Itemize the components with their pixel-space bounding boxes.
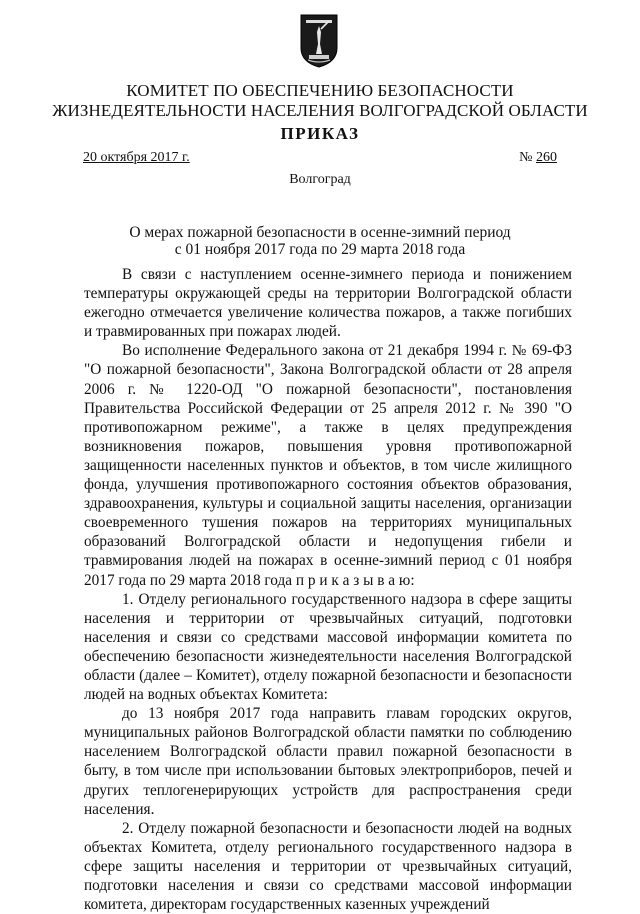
organization-line-2: ЖИЗНЕДЕЯТЕЛЬНОСТИ НАСЕЛЕНИЯ ВОЛГОГРАДСКОЙ ОБЛАСТИ: [52, 101, 588, 120]
paragraph-item-1-deadline: до 13 ноября 2017 года направить главам городских округов, муниципальных районов Волгоградской области памятки по соблюдению населением Волгоградской области правил пожарной безопасности в быту, в том числе при использовании бытовых электроприборов, печей и других теплогенерирующих устройств для распространения среди населения.: [84, 705, 572, 818]
organization-line-1: КОМИТЕТ ПО ОБЕСПЕЧЕНИЮ БЕЗОПАСНОСТИ: [126, 81, 514, 100]
subject-line-2: с 01 ноября 2017 года по 29 марта 2018 года: [174, 241, 466, 258]
volgograd-coat-of-arms-icon: [300, 14, 338, 68]
paragraph-item-1: 1. Отделу регионального государственного надзора в сфере защиты населения и территории от чрезвычайных ситуаций, подготовки населения и связи со средствами массовой информации комитета по обеспечению безопасности жизнедеятельности населения Волгоградской области (далее – Комитет), отделу пожарной безопасности и безопасности людей на водных объектах Комитета:: [84, 590, 572, 704]
document-body: [84, 265, 572, 914]
document-city: Волгоград: [289, 172, 351, 187]
document-subject: [0, 224, 640, 258]
paragraph-item-2: 2. Отделу пожарной безопасности и безопасности людей на водных объектах Комитета, отделу регионального государственного надзора в сфере защиты населения и территории от чрезвычайных ситуаций, подготовки населения и связи со средствами массовой информации комитета, директорам государственных казенных учреждений: [84, 819, 572, 914]
document-type: ПРИКАЗ: [280, 124, 360, 143]
document-number: [519, 150, 557, 166]
paragraph-legal-basis: Во исполнение Федерального закона от 21 декабря 1994 г. № 69-ФЗ "О пожарной безопасности", Закона Волгоградской области от 28 апреля 2006 г. № 1220-ОД "О пожарной безопасности", постановления Правительства Российской Федерации от 25 апреля 2012 г. № 390 "О противопожарном режиме", а также в целях предупреждения возникновения пожаров, повышения уровня противопожарной защищенности населенных пунктов и объектов, в том числе жилищного фонда, улучшения противопожарного состояния объектов образования, здравоохранения, культуры и социальной защиты населения, организации своевременного тушения пожаров на территориях муниципальных образований Волгоградской области и недопущения гибели и травмирования людей на пожарах в осенне-зимний период с 01 ноября 2017 года по 29 марта 2018 года п р и к а з ы в а ю:: [84, 342, 572, 589]
subject-line-1: О мерах пожарной безопасности в осенне-зимний период: [129, 224, 511, 241]
number-value: 260: [536, 150, 557, 165]
number-prefix: №: [519, 150, 533, 165]
paragraph-preamble: В связи с наступлением осенне-зимнего периода и понижением температуры окружающей среды на территории Волгоградской области ежегодно отмечается увеличение количества пожаров, а также погибших и травмированных при пожарах людей.: [84, 266, 572, 341]
document-date: 20 октября 2017 г.: [83, 150, 190, 165]
organization-name: [0, 81, 640, 121]
